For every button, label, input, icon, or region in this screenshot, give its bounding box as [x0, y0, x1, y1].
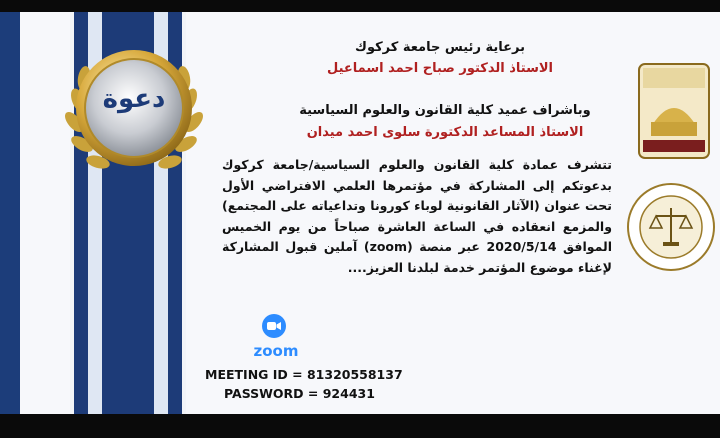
law-college-seal-icon	[626, 182, 716, 272]
zoom-wordmark: zoom	[253, 342, 299, 360]
badge-title: دعوة	[102, 84, 166, 114]
kirkuk-university-logo-icon	[637, 62, 711, 160]
meeting-password: PASSWORD = 924431	[224, 386, 375, 401]
president-name: الاستاذ الدكتور صباح احمد اسماعيل	[326, 61, 554, 76]
invitation-card	[0, 12, 720, 414]
zoom-logo-icon	[262, 314, 286, 338]
meeting-id: MEETING ID = 81320558137	[205, 367, 403, 382]
dean-name: الاستاذ المساعد الدكتورة سلوى احمد ميدان	[306, 125, 584, 140]
patronage-line: برعاية رئيس جامعة كركوك	[355, 40, 525, 55]
invitation-body: تتشرف عمادة كلية القانون والعلوم السياسية/جامعة كركوك بدعوتكم إلى المشاركة في مؤتمرها العلمي الافتراضي الأول تحت عنوان (الآثار القانونية لوباء كورونا وتداعياته على المجتمع) والمزمع انعقاده في الساعة العاشرة صباحاً من يوم الخميس الموافق 2020/5/14 عبر منصة (zoom) آملين قبول المشاركة لإغناء موضوع المؤتمر خدمة لبلدنا العزيز....	[222, 157, 612, 275]
supervision-line: وباشراف عميد كلية القانون والعلوم السياسية	[299, 103, 591, 118]
